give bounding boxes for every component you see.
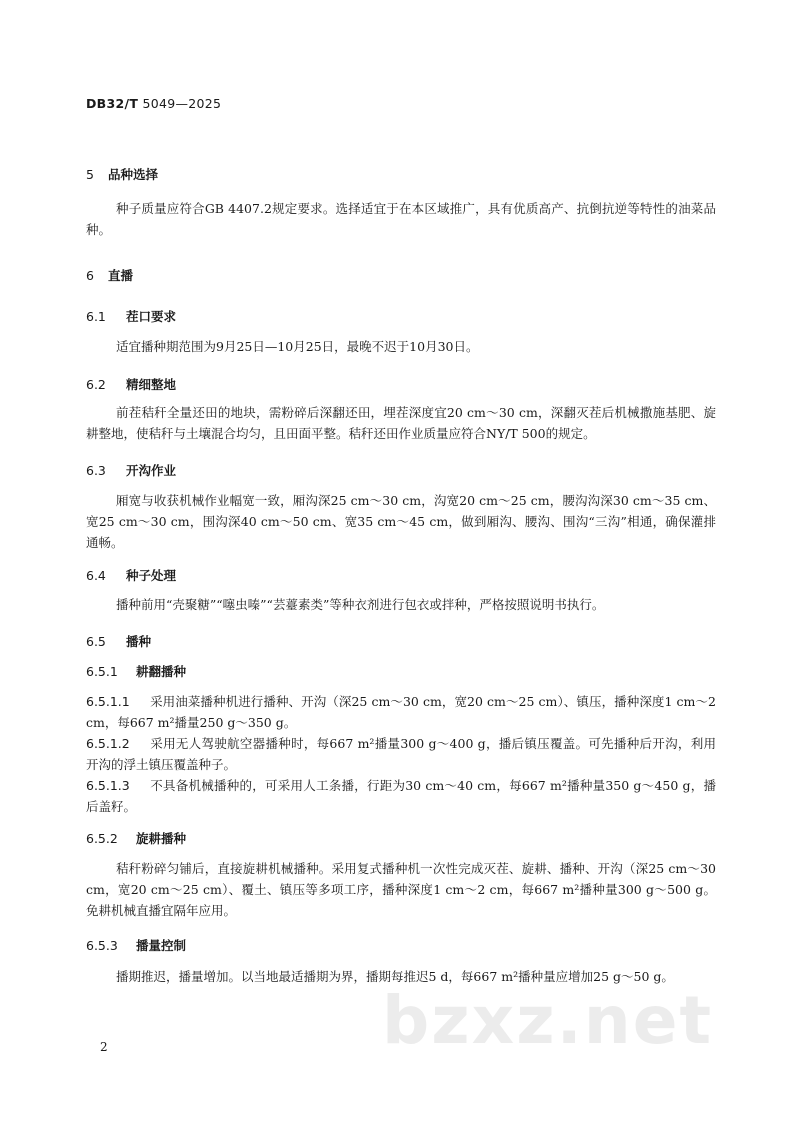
section-6-5-1-heading [86,662,186,680]
clause-6-5-1-1 [86,691,716,733]
section-6-5-3-text: 播期推迟，播量增加。以当地最适播期为界，播期每推迟5 d，每667 m²播种量应增加25 g～50 g。 [116,969,674,984]
section-number: 6.2 [86,377,106,392]
section-6-4-text: 播种前用“壳聚糖”“噻虫嗪”“芸薹素类”等种衣剂进行包衣或拌种，严格按照说明书执行。 [116,597,605,612]
clause-number: 6.5.1.3 [86,778,130,793]
section-title: 品种选择 [108,167,159,182]
section-6-5-2-text: 秸秆粉碎匀铺后，直接旋耕机械播种。采用复式播种机一次性完成灭茬、旋耕、播种、开沟（深25 cm～30 cm，宽20 cm～25 cm）、覆土、镇压等多项工序，播种深度1 cm～2 cm，每667 m²播种量300 g～500 g。免耕机械直播宜隔年应用。 [86,861,716,918]
section-5-heading [86,165,158,183]
clause-text: 不具备机械播种的，可采用人工条播，行距为30 cm～40 cm，每667 m²播种量350 g～450 g，播后盖籽。 [86,778,716,814]
section-title: 耕翻播种 [136,664,187,679]
section-title: 开沟作业 [126,463,177,478]
section-6-5-heading [86,632,151,650]
page-number: 2 [100,1040,108,1054]
section-6-5-2-heading [86,829,186,847]
section-title: 茬口要求 [126,309,177,324]
section-6-2-heading [86,375,176,393]
section-6-5-3-heading [86,936,186,954]
section-6-2-text: 前茬秸秆全量还田的地块，需粉碎后深翻还田，埋茬深度宜20 cm～30 cm，深翻灭茬后机械撒施基肥、旋耕整地，使秸秆与土壤混合均匀，且田面平整。秸秆还田作业质量应符合NY/T 500的规定。 [86,405,716,441]
section-title: 播量控制 [136,938,187,953]
section-title: 播种 [126,634,152,649]
clause-6-5-1-2 [86,733,716,775]
clause-number: 6.5.1.2 [86,736,130,751]
clause-text: 采用无人驾驶航空器播种时，每667 m²播量300 g～400 g，播后镇压覆盖。可先播种后开沟，利用开沟的浮土镇压覆盖种子。 [86,736,716,772]
clause-6-5-1-3 [86,775,716,817]
clause-number: 6.5.1.1 [86,694,130,709]
section-6-4-heading [86,566,176,584]
section-number: 5 [86,167,94,182]
section-title: 直播 [108,268,134,283]
section-number: 6.5.1 [86,664,118,679]
section-number: 6 [86,268,94,283]
clause-text: 采用油菜播种机进行播种、开沟（深25 cm～30 cm，宽20 cm～25 cm）、镇压，播种深度1 cm～2 cm，每667 m²播量250 g～350 g。 [86,694,716,730]
section-number: 6.4 [86,568,106,583]
section-number: 6.5.3 [86,938,118,953]
section-title: 精细整地 [126,377,177,392]
section-title: 种子处理 [126,568,177,583]
section-title: 旋耕播种 [136,831,187,846]
section-6-1-heading [86,307,176,325]
section-number: 6.5 [86,634,106,649]
section-6-heading [86,266,133,284]
standard-prefix: DB32/T [86,96,139,111]
section-5-text: 种子质量应符合GB 4407.2规定要求。选择适宜于在本区域推广，具有优质高产、抗倒抗逆等特性的油菜品种。 [86,201,716,237]
section-6-3-heading [86,461,176,479]
watermark: bzxz.net [382,982,714,1059]
section-number: 6.3 [86,463,106,478]
section-number: 6.5.2 [86,831,118,846]
standard-header [86,96,221,111]
standard-code: 5049—2025 [142,96,222,111]
section-number: 6.1 [86,309,106,324]
section-6-1-text: 适宜播种期范围为9月25日—10月25日，最晚不迟于10月30日。 [116,339,479,354]
section-6-3-text: 厢宽与收获机械作业幅宽一致，厢沟深25 cm～30 cm，沟宽20 cm～25 cm，腰沟沟深30 cm～35 cm、宽25 cm～30 cm，围沟深40 cm～50 cm、宽35 cm～45 cm，做到厢沟、腰沟、围沟“三沟”相通，确保灌排通畅。 [86,493,716,550]
